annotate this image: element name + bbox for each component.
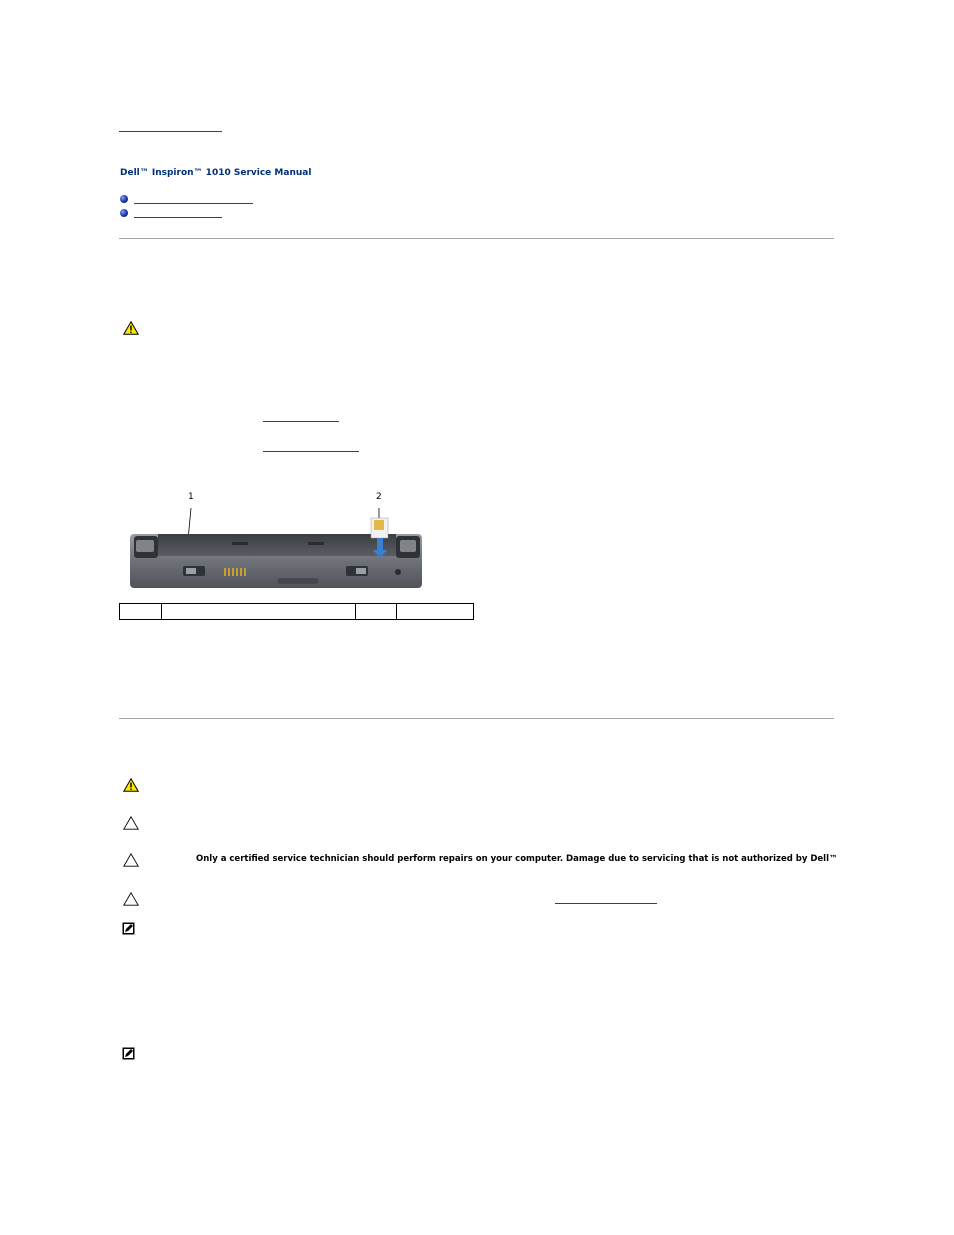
note-pencil-icon [122,1047,135,1060]
step-link-2[interactable] [263,451,359,452]
callout-table [119,603,474,620]
step-link-1[interactable] [263,421,339,422]
toc-link-1[interactable] [134,203,253,204]
caution-triangle-icon [123,816,139,830]
back-to-contents-link[interactable] [119,131,222,132]
table-cell [397,604,474,620]
caution-triangle-icon [123,892,139,906]
table-cell [356,604,397,620]
section-divider [119,238,834,239]
callout-2: 2 [376,492,382,502]
warning-triangle-icon [123,778,139,792]
caution-triangle-icon [123,853,139,867]
page-title: Dell™ Inspiron™ 1010 Service Manual [120,168,312,178]
warning-triangle-icon [123,321,139,335]
note-pencil-icon [122,922,135,935]
bullet-icon [120,195,128,203]
callout-1: 1 [188,492,194,502]
section-divider [119,718,834,719]
sim-card-slot-photo [128,500,428,592]
table-cell [162,604,356,620]
table-cell [120,604,162,620]
certified-technician-notice: Only a certified service technician should perform repairs on your computer. Damage due to servicing that is not authorized by Dell™ [196,854,838,864]
esd-protection-link[interactable] [555,903,657,904]
bullet-icon [120,209,128,217]
toc-link-2[interactable] [134,217,222,218]
